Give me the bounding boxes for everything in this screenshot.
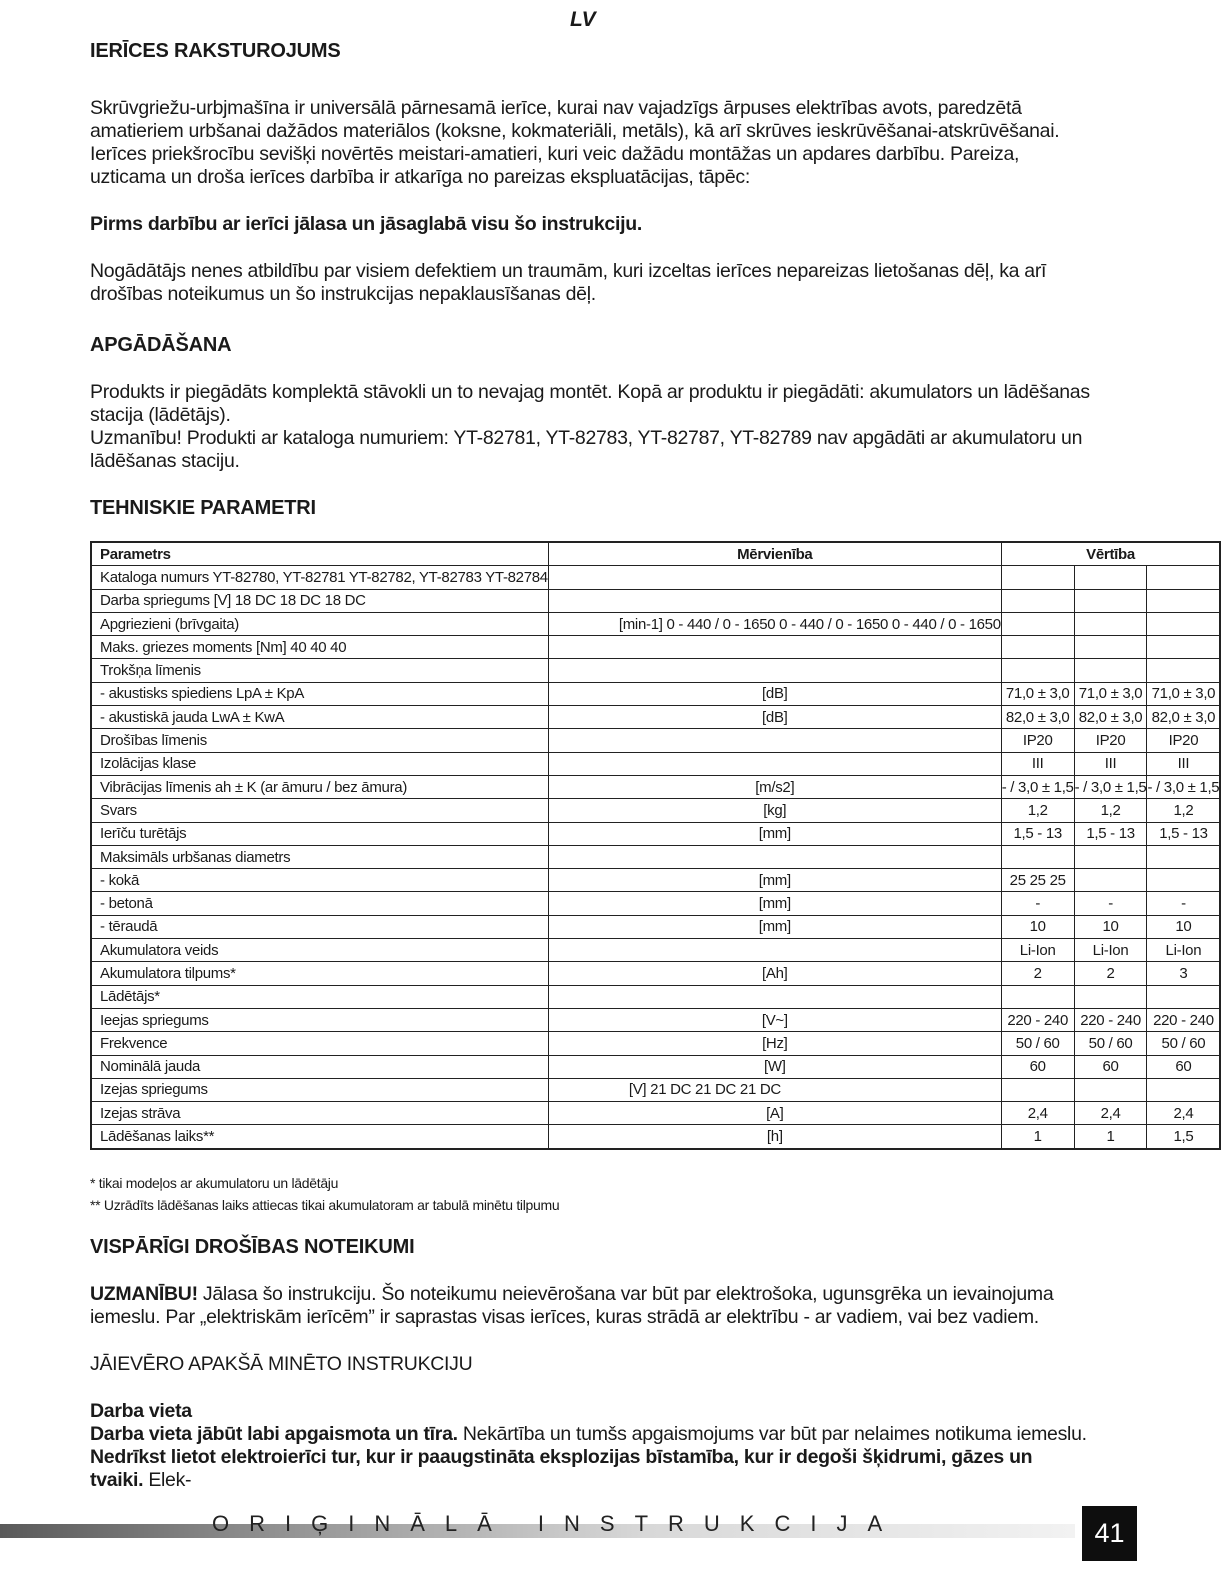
workplace-line-2 (90, 1446, 1090, 1492)
table-row (91, 706, 1220, 729)
value-cell: 220 - 240 (1147, 1008, 1220, 1031)
value-cell: 220 - 240 (1074, 1008, 1147, 1031)
supply-paragraph: Produkts ir piegādāts komplektā stāvokli un to nevajag montēt. Kopā ar produktu ir piegādāti: akumulators un lādēšanas stacija (lādētājs). (90, 381, 1090, 426)
table-row (91, 1125, 1220, 1149)
description-paragraph: Skrūvgriežu-urbjmašīna ir universālā pārnesamā ierīce, kurai nav vajadzīgs ārpuses elektrības avots, paredzētā amatieriem urbšanai dažādos materiālos (koksne, kokmateriāli, metāls), kā arī skrūves ieskrūvēšanai-atskrūvēšanai. Ierīces priekšrocību sevišķi novērtēs meistari-amatieri, kuri veic dažādu montāžas un apdares darbību. Pareiza, uzticama un droša ierīces darbība ir atkarīga no pareizas ekspluatācijas, tāpēc: (90, 97, 1060, 188)
param-cell: Izejas strāva (91, 1102, 548, 1125)
value-cell: 1,5 - 13 (1074, 822, 1147, 845)
voltage-cell: Darba spriegums [V] 18 DC 18 DC 18 DC (91, 589, 548, 612)
unit-cell: [h] (548, 1125, 1001, 1149)
value-cell: 10 (1074, 915, 1147, 938)
value-cell: - (1147, 892, 1220, 915)
param-cell: Ieejas spriegums (91, 1008, 548, 1031)
unit-cell: [mm] (548, 892, 1001, 915)
safety-section (90, 1236, 1090, 1492)
table-row (91, 962, 1220, 985)
param-cell: Vibrācijas līmenis ah ± K (ar āmuru / bez āmura) (91, 775, 548, 798)
table-row (91, 845, 1220, 868)
read-instructions-note: Pirms darbību ar ierīci jālasa un jāsaglabā visu šo instrukciju. (90, 213, 642, 235)
footnotes (90, 1172, 559, 1216)
value-cell: 3 (1147, 962, 1220, 985)
section-title-supply: APGĀDĀŠANA (90, 334, 232, 356)
intro-section (90, 40, 1090, 520)
param-cell: - betonā (91, 892, 548, 915)
speed-label: Apgriezieni (brīvgaita) (91, 612, 548, 635)
output-voltage-label: Izejas spriegums (91, 1078, 548, 1101)
value-cell: 60 (1001, 1055, 1074, 1078)
value-cell: III (1074, 752, 1147, 775)
table-row (91, 1078, 1220, 1101)
rows-group-2 (91, 892, 1220, 985)
param-cell: - akustisks spiediens LpA ± KpA (91, 682, 548, 705)
param-cell: Izolācijas klase (91, 752, 548, 775)
table-row (91, 799, 1220, 822)
drill-label: Maksimāls urbšanas diametrs (91, 845, 548, 868)
value-cell: IP20 (1147, 729, 1220, 752)
value-cell: 82,0 ± 3,0 (1074, 706, 1147, 729)
table-row (91, 1055, 1220, 1078)
value-cell: Li-Ion (1001, 939, 1074, 962)
param-cell: Akumulatora tilpums* (91, 962, 548, 985)
param-cell: Svars (91, 799, 548, 822)
value-cell: IP20 (1001, 729, 1074, 752)
value-cell: 82,0 ± 3,0 (1001, 706, 1074, 729)
value-cell: IP20 (1074, 729, 1147, 752)
table-row (91, 1008, 1220, 1031)
value-cell: 1 (1074, 1125, 1147, 1149)
section-title-safety: VISPĀRĪGI DROŠĪBAS NOTEIKUMI (90, 1236, 415, 1258)
param-cell: - tēraudā (91, 915, 548, 938)
table-row (91, 939, 1220, 962)
value-cell: - (1001, 892, 1074, 915)
value-cell: 2,4 (1147, 1102, 1220, 1125)
footer-title: ORIĢINĀLĀ INSTRUKCIJA (212, 1511, 903, 1536)
noise-label: Trokšņa līmenis (91, 659, 548, 682)
value-cell: 1,2 (1147, 799, 1220, 822)
workplace-text-2: Elek- (148, 1469, 192, 1491)
workplace-line-1 (90, 1423, 1090, 1446)
unit-cell: [dB] (548, 706, 1001, 729)
value-cell: 50 / 60 (1001, 1032, 1074, 1055)
table-row (91, 985, 1220, 1008)
param-cell: Nominālā jauda (91, 1055, 548, 1078)
param-cell: Lādēšanas laiks** (91, 1125, 548, 1149)
warning-paragraph (90, 1283, 1090, 1329)
unit-cell (548, 752, 1001, 775)
table-row (91, 589, 1220, 612)
value-cell: 2,4 (1001, 1102, 1074, 1125)
wood-unit: [mm] (548, 869, 1001, 892)
output-voltage-value: [V] 21 DC 21 DC 21 DC (548, 1078, 1001, 1101)
technical-parameters-table (90, 541, 1221, 1150)
param-cell: Akumulatora veids (91, 939, 548, 962)
value-cell: 50 / 60 (1147, 1032, 1220, 1055)
workplace-heading: Darba vieta (90, 1400, 192, 1422)
wood-value: 25 25 25 (1001, 869, 1074, 892)
param-cell: Drošības līmenis (91, 729, 548, 752)
value-cell: III (1147, 752, 1220, 775)
value-cell: - / 3,0 ± 1,5 (1147, 775, 1220, 798)
warning-label: UZMANĪBU! (90, 1283, 198, 1305)
table-row (91, 1102, 1220, 1125)
charger-label: Lādētājs* (91, 985, 548, 1008)
param-cell: Ierīču turētājs (91, 822, 548, 845)
workplace-rule-1: Darba vieta jābūt labi apgaismota un tīra. (90, 1423, 458, 1445)
wood-label: - kokā (91, 869, 548, 892)
rows-group-4 (91, 1102, 1220, 1149)
speed-value: [min-1] 0 - 440 / 0 - 1650 0 - 440 / 0 - 1650 0 - 440 / 0 - 1650 (548, 612, 1001, 635)
unit-cell (548, 939, 1001, 962)
supply-warning: Uzmanību! Produkti ar kataloga numuriem: YT-82781, YT-82783, YT-82787, YT-82789 nav apgādāti ar akumulatoru un lādēšanas staciju. (90, 427, 1083, 472)
section-title-technical: TEHNISKIE PARAMETRI (90, 497, 316, 519)
value-cell: - / 3,0 ± 1,5 (1001, 775, 1074, 798)
workplace-text-1: Nekārtība un tumšs apgaismojums var būt par nelaimes notikuma iemeslu. (462, 1423, 1087, 1445)
liability-paragraph: Nogādātājs nenes atbildību par visiem defektiem un traumām, kuri izceltas ierīces nepareizas lietošanas dēļ, ka arī drošības noteikumus un šo instrukcijas nepaklausīšanas dēļ. (90, 260, 1047, 305)
table-row (91, 566, 1220, 589)
header-unit: Mērvienība (548, 542, 1001, 566)
unit-cell: [V~] (548, 1008, 1001, 1031)
table-row (91, 892, 1220, 915)
torque-cell: Maks. griezes moments [Nm] 40 40 40 (91, 636, 548, 659)
unit-cell: [mm] (548, 915, 1001, 938)
value-cell: 1,5 - 13 (1001, 822, 1074, 845)
value-cell: 71,0 ± 3,0 (1001, 682, 1074, 705)
value-cell: 1,5 - 13 (1147, 822, 1220, 845)
value-cell: 1 (1001, 1125, 1074, 1149)
table-row (91, 775, 1220, 798)
value-cell: 60 (1147, 1055, 1220, 1078)
section-title-description: IERĪCES RAKSTUROJUMS (90, 40, 341, 62)
footnote-2: ** Uzrādīts lādēšanas laiks attiecas tikai akumulatoram ar tabulā minētu tilpumu (90, 1197, 560, 1213)
value-cell: - / 3,0 ± 1,5 (1074, 775, 1147, 798)
param-cell: - akustiskā jauda LwA ± KwA (91, 706, 548, 729)
footnote-1: * tikai modeļos ar akumulatoru un lādētāju (90, 1175, 339, 1191)
value-cell: 1,2 (1001, 799, 1074, 822)
unit-cell: [mm] (548, 822, 1001, 845)
unit-cell: [Hz] (548, 1032, 1001, 1055)
value-cell: 10 (1147, 915, 1220, 938)
value-cell: 10 (1001, 915, 1074, 938)
rows-group-1 (91, 682, 1220, 845)
value-cell: Li-Ion (1074, 939, 1147, 962)
value-cell: Li-Ion (1147, 939, 1220, 962)
value-cell: III (1001, 752, 1074, 775)
value-cell: - (1074, 892, 1147, 915)
table-row (91, 636, 1220, 659)
table-row (91, 752, 1220, 775)
table-row (91, 869, 1220, 892)
table-row (91, 1032, 1220, 1055)
rows-group-3 (91, 1008, 1220, 1078)
value-cell: 2,4 (1074, 1102, 1147, 1125)
table-row (91, 822, 1220, 845)
value-cell: 71,0 ± 3,0 (1074, 682, 1147, 705)
catalog-cell: Kataloga numurs YT-82780, YT-82781 YT-82782, YT-82783 YT-82784 (91, 566, 548, 589)
instructions-caps: JĀIEVĒRO APAKŠĀ MINĒTO INSTRUKCIJU (90, 1353, 473, 1375)
value-cell: 220 - 240 (1001, 1008, 1074, 1031)
unit-cell: [W] (548, 1055, 1001, 1078)
language-code: LV (570, 8, 596, 31)
unit-cell: [A] (548, 1102, 1001, 1125)
header-parameter: Parametrs (91, 542, 548, 566)
page-number: 41 (1082, 1506, 1137, 1561)
param-cell: Frekvence (91, 1032, 548, 1055)
table-row (91, 915, 1220, 938)
unit-cell: [Ah] (548, 962, 1001, 985)
value-cell: 1,5 (1147, 1125, 1220, 1149)
header-value: Vērtība (1001, 542, 1220, 566)
value-cell: 2 (1074, 962, 1147, 985)
workplace-rule-2: Nedrīkst lietot elektroierīci tur, kur ir paaugstināta eksplozijas bīstamība, kur ir degoši šķidrumi, gāzes un tvaiki. (90, 1446, 1033, 1491)
value-cell: 1,2 (1074, 799, 1147, 822)
warning-text: Jālasa šo instrukciju. Šo noteikumu neievērošana var būt par elektrošoka, ugunsgrēka un ievainojuma iemeslu. Par „elektriskām ierīcēm” ir saprastas visas ierīces, kuras strādā ar elektrību - ar vadiem, vai bez vadiem. (90, 1283, 1054, 1328)
value-cell: 71,0 ± 3,0 (1147, 682, 1220, 705)
value-cell: 82,0 ± 3,0 (1147, 706, 1220, 729)
table-row (91, 612, 1220, 635)
unit-cell: [dB] (548, 682, 1001, 705)
value-cell: 60 (1074, 1055, 1147, 1078)
unit-cell: [kg] (548, 799, 1001, 822)
unit-cell: [m/s2] (548, 775, 1001, 798)
unit-cell (548, 729, 1001, 752)
table-row (91, 659, 1220, 682)
value-cell: 2 (1001, 962, 1074, 985)
table-row (91, 729, 1220, 752)
table-row (91, 682, 1220, 705)
value-cell: 50 / 60 (1074, 1032, 1147, 1055)
table-header-row (91, 542, 1220, 566)
